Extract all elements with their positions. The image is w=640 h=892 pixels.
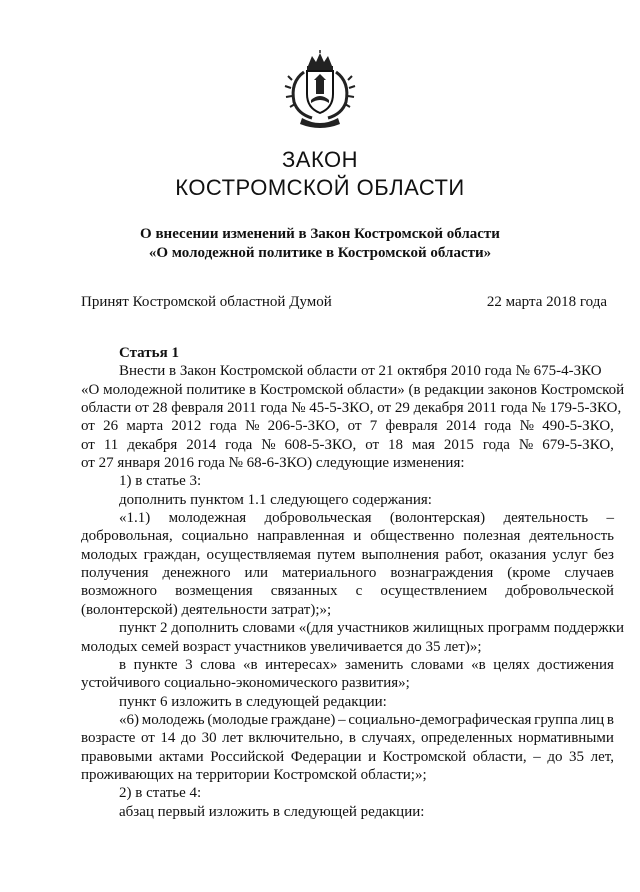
word: лиц (580, 711, 605, 728)
word: материального (282, 565, 377, 582)
word: – (533, 748, 541, 765)
word: деятельность (529, 528, 614, 545)
word: осуществлением (380, 583, 488, 600)
word: до (180, 730, 197, 747)
word: молодежная (168, 510, 247, 527)
word: группа (534, 711, 578, 728)
word: от (140, 730, 155, 747)
word: мая (411, 436, 435, 453)
word: вознаграждения (390, 565, 494, 582)
word: и (353, 528, 362, 545)
document-title-line1: ЗАКОН (281, 147, 359, 172)
word: 608-5-ЗКО, (284, 436, 357, 453)
word: случаев (564, 565, 614, 582)
word: возрасте (81, 730, 136, 747)
word: февраля (385, 418, 438, 435)
article-heading: Статья 1 (119, 345, 179, 361)
word: граждан, (143, 546, 201, 563)
word: № (518, 436, 534, 453)
adoption-date: 22 марта 2018 года (486, 294, 607, 310)
article-line: Внести в Закон Костромской области от 21 октября 2010 года № 675-4-ЗКО (119, 363, 602, 380)
word: от (81, 418, 95, 435)
word: случаях, (361, 730, 416, 747)
article-line: проживающих на территории Костромской области;»; (81, 766, 427, 783)
adopted-by-text: Принят Костромской областной Думой (81, 294, 332, 310)
word: «6) (119, 711, 139, 728)
word: интересах» (265, 656, 338, 673)
word: года (225, 436, 253, 453)
article-line (81, 711, 614, 729)
word: без (593, 546, 614, 563)
word: путем (317, 546, 356, 563)
word: 11 (103, 436, 119, 453)
word: определенных (421, 730, 513, 747)
article-line (81, 748, 614, 766)
article-line (81, 509, 614, 527)
word: включительно, (248, 730, 344, 747)
word: добровольческая (264, 510, 372, 527)
article-line (81, 656, 614, 674)
word: социально (181, 528, 249, 545)
word: социально-демографическая (348, 711, 532, 728)
word: пункте (133, 656, 178, 673)
document-subtitle-line1: О внесении изменений в Закон Костромской области (140, 226, 500, 242)
word: марта (126, 418, 164, 435)
word: № (261, 436, 276, 453)
word: 18 (388, 436, 404, 453)
word: осуществляемая (206, 546, 312, 563)
word: с (355, 583, 363, 600)
article-line: «О молодежной политике в Костромской области» (в редакции законов Костромской (81, 381, 625, 398)
article-line (81, 527, 614, 545)
article-line: от 27 января 2016 года № 68-6-ЗКО) следующие изменения: (81, 455, 465, 472)
word: года (482, 436, 510, 453)
word: работ, (445, 546, 484, 563)
word: (кроме (507, 565, 551, 582)
word: 7 (369, 418, 378, 435)
word: Федерации (290, 748, 362, 765)
word: от (347, 418, 362, 435)
word: 2012 (171, 418, 202, 435)
word: слова (200, 656, 236, 673)
article-line: (волонтерской) деятельности затрат);»; (81, 601, 332, 618)
word: (молодые (207, 711, 269, 728)
word: 30 (201, 730, 217, 747)
word: 26 (103, 418, 119, 435)
article-line: области от 28 февраля 2011 года № 45-5-ЗКО, от 29 декабря 2011 года № 179-5-ЗКО, (81, 400, 622, 417)
word: целях (493, 656, 530, 673)
document-title-line2: КОСТРОМСКОЙ ОБЛАСТИ (175, 175, 465, 200)
word: (волонтерская) (389, 510, 486, 527)
word: правовыми (81, 748, 153, 765)
word: словами (410, 656, 464, 673)
article-line (81, 436, 614, 454)
word: добровольная, (81, 528, 173, 545)
coat-of-arms-emblem (280, 50, 360, 130)
word: или (244, 565, 269, 582)
article-body (81, 344, 625, 821)
word: года (484, 418, 512, 435)
word: «1.1) (119, 510, 151, 527)
word: «в (242, 656, 258, 673)
word: от (81, 436, 95, 453)
word: денежного (162, 565, 231, 582)
word: 14 (160, 730, 176, 747)
word: «в (471, 656, 486, 673)
article-line (81, 729, 614, 747)
word: 2015 (443, 436, 474, 453)
article-line: 1) в статье 3: (119, 473, 202, 490)
article-line: дополнить пунктом 1.1 следующего содержания: (119, 491, 432, 508)
word: услуг (552, 546, 588, 563)
word: возможного (81, 583, 157, 600)
word: 206-5-ЗКО, (267, 418, 340, 435)
article-line: абзац первый изложить в следующей редакции: (119, 803, 425, 820)
article-line: 2) в статье 4: (119, 785, 202, 802)
word: до (547, 748, 563, 765)
word: общественно (370, 528, 455, 545)
word: заменить (345, 656, 404, 673)
word: молодых (81, 546, 138, 563)
word: в (119, 656, 127, 673)
word: достижения (537, 656, 614, 673)
word: актами (158, 748, 204, 765)
word: от (365, 436, 380, 453)
word: Российской (210, 748, 285, 765)
word: лет, (590, 748, 614, 765)
word: № (519, 418, 534, 435)
word: 2014 (186, 436, 217, 453)
word: 490-5-ЗКО, (542, 418, 614, 435)
word: области, (472, 748, 527, 765)
article-line: устойчивого социально-экономического развития»; (81, 675, 410, 692)
word: граждане) (270, 711, 336, 728)
word: нормативными (518, 730, 614, 747)
word: 2014 (445, 418, 476, 435)
word: лет (222, 730, 243, 747)
word: и (368, 748, 377, 765)
article-line (81, 546, 614, 564)
article-line: пункт 2 дополнить словами «(для участников жилищных программ поддержки (119, 620, 624, 637)
word: – (338, 711, 346, 728)
article-line: молодых семей возраст участников увеличивается до 35 лет)»; (81, 638, 482, 655)
word: оказания (489, 546, 547, 563)
word: молодежь (141, 711, 205, 728)
word: Костромской (382, 748, 467, 765)
word: выполнения (361, 546, 440, 563)
word: декабря (127, 436, 178, 453)
word: года (209, 418, 237, 435)
word: возмещения (175, 583, 253, 600)
word: направленная (257, 528, 345, 545)
word: 35 (569, 748, 585, 765)
word: в (606, 711, 614, 728)
article-line (81, 564, 614, 582)
article-line (81, 417, 614, 435)
document-subtitle-line2: «О молодежной политике в Костромской области» (148, 245, 492, 261)
word: добровольческой (505, 583, 614, 600)
word: полезная (463, 528, 521, 545)
word: – (606, 510, 614, 527)
word: 3 (185, 656, 193, 673)
word: связанных (270, 583, 338, 600)
word: № (245, 418, 260, 435)
word: деятельность (503, 510, 589, 527)
word: получения (81, 565, 149, 582)
word: в (348, 730, 356, 747)
article-line (81, 582, 614, 600)
article-line: пункт 6 изложить в следующей редакции: (119, 693, 387, 710)
word: 679-5-ЗКО, (542, 436, 614, 453)
